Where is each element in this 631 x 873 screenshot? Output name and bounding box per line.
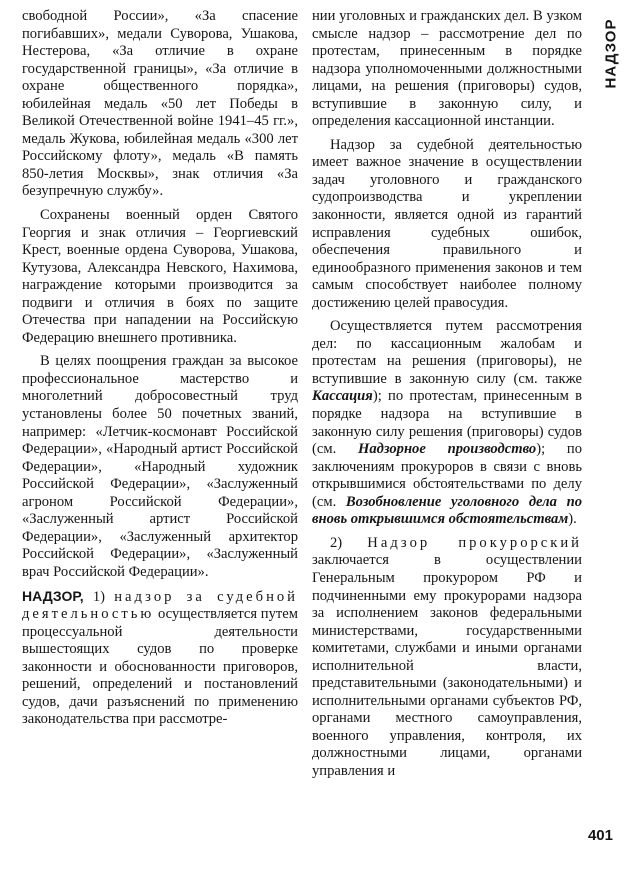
text: ); по протестам, принесенным в порядке надзора на вступившие в законную силу решения (приговоры) судов (см. [312,388,582,458]
paragraph: В целях поощрения граждан за высокое профессиональное мастерство и многолетний добросовестный труд установлены более 50 почетных званий, например: «Летчик-космонавт Российской Федерации», «Народный артист Российской Федерации», «Народный художник Российской Федерации», «Заслуженный агроном Российской Федерации», «Заслуженный артист Российской Федерации», «Заслуженный архитектор Российской Федерации», «Заслуженный врач Российской Федерации». [22,353,298,580]
paragraph [312,318,582,529]
right-column [312,8,582,781]
paragraph: Надзор за судебной деятельностью имеет важное значение в осуществлении задач уголовного и гражданского судопроизводства и укреплении законности, является одной из гарантий исправления судебных ошибок, обеспечения правильного и единообразного применения законов и тем самым способствует наиболее полному достижению целей правосудия. [312,136,582,311]
entry-nadzor [22,588,298,729]
headword: НАДЗОР, [22,587,84,604]
sense-number: 2) [330,534,368,551]
left-column [22,8,298,729]
running-head [599,18,623,88]
sense-text: осуществляется путем процессуальной деятельности вышестоящих судов по проверке законности и обоснованности приговоров, решений, определений и постановлений судов, дачи разъяснений по применению законодательства при рассмотре- [22,606,298,728]
page-number: 401 [587,827,613,844]
cross-reference: Возобновление уголовного дела по вновь открывшимся обстоятельствам [312,493,582,528]
paragraph: свободной России», «За спасение погибавших», медали Суворова, Ушакова, Нестерова, «За отличие в охране государственной границы», «За отличие в охране общественного порядка», юбилейная медаль «50 лет Победы в Великой Отечественной войне 1941–45 гг.», медаль Жукова, юбилейная медаль «300 лет Российскому флоту», медаль «В память 850-летия Москвы», знак отличия «За безупречную службу». [22,8,298,200]
sense-number: 1) [83,588,115,605]
paragraph: Сохранены военный орден Святого Георгия и знак отличия – Георгиевский Крест, военные ордена Суворова, Ушакова, Кутузова, Александра Невского, Нахимова, награждение которыми производится за подвиги и отличия в боях по защите Отечества при нападении на Российскую Федерацию внешнего противника. [22,207,298,346]
text: ). [568,511,577,528]
text: Осуществляется путем рассмотрения дел: по кассационным жалобам и протестам на решения (приговоры), не вступившие в законную силу (см. также [312,318,582,387]
paragraph: нии уголовных и гражданских дел. В узком смысле надзор – рассмотрение дел по протестам, принесенным в порядке надзора уполномоченными должностными лицами, на решения (приговоры) судов, вступившие в законную силу, и определения кассационной инстанции. [312,8,582,130]
sense-term: Надзор прокурорский [367,534,582,551]
cross-reference: Надзорное производство [357,441,537,458]
sense-term: надзор за судебной деятельностью [22,588,298,623]
sense-text: заключается в осуществлении Генеральным прокурором РФ и подчиненными ему прокурорами надзора за исполнением законов федеральными министерствами, государственными комитетами, службами и иными органами исполнительной власти, представительными (законодательными) и исполнительными органами субъектов РФ, органами местного самоуправления, военного управления, контроля, их должностными лицами, органами управления и [312,552,582,779]
text: ); по заключениям прокуроров в связи с вновь открывшимися обстоятельствами по делу (см. [312,441,583,510]
paragraph [312,535,582,781]
running-head-label: НАДЗОР [602,18,620,88]
cross-reference: Кассация [312,388,373,405]
